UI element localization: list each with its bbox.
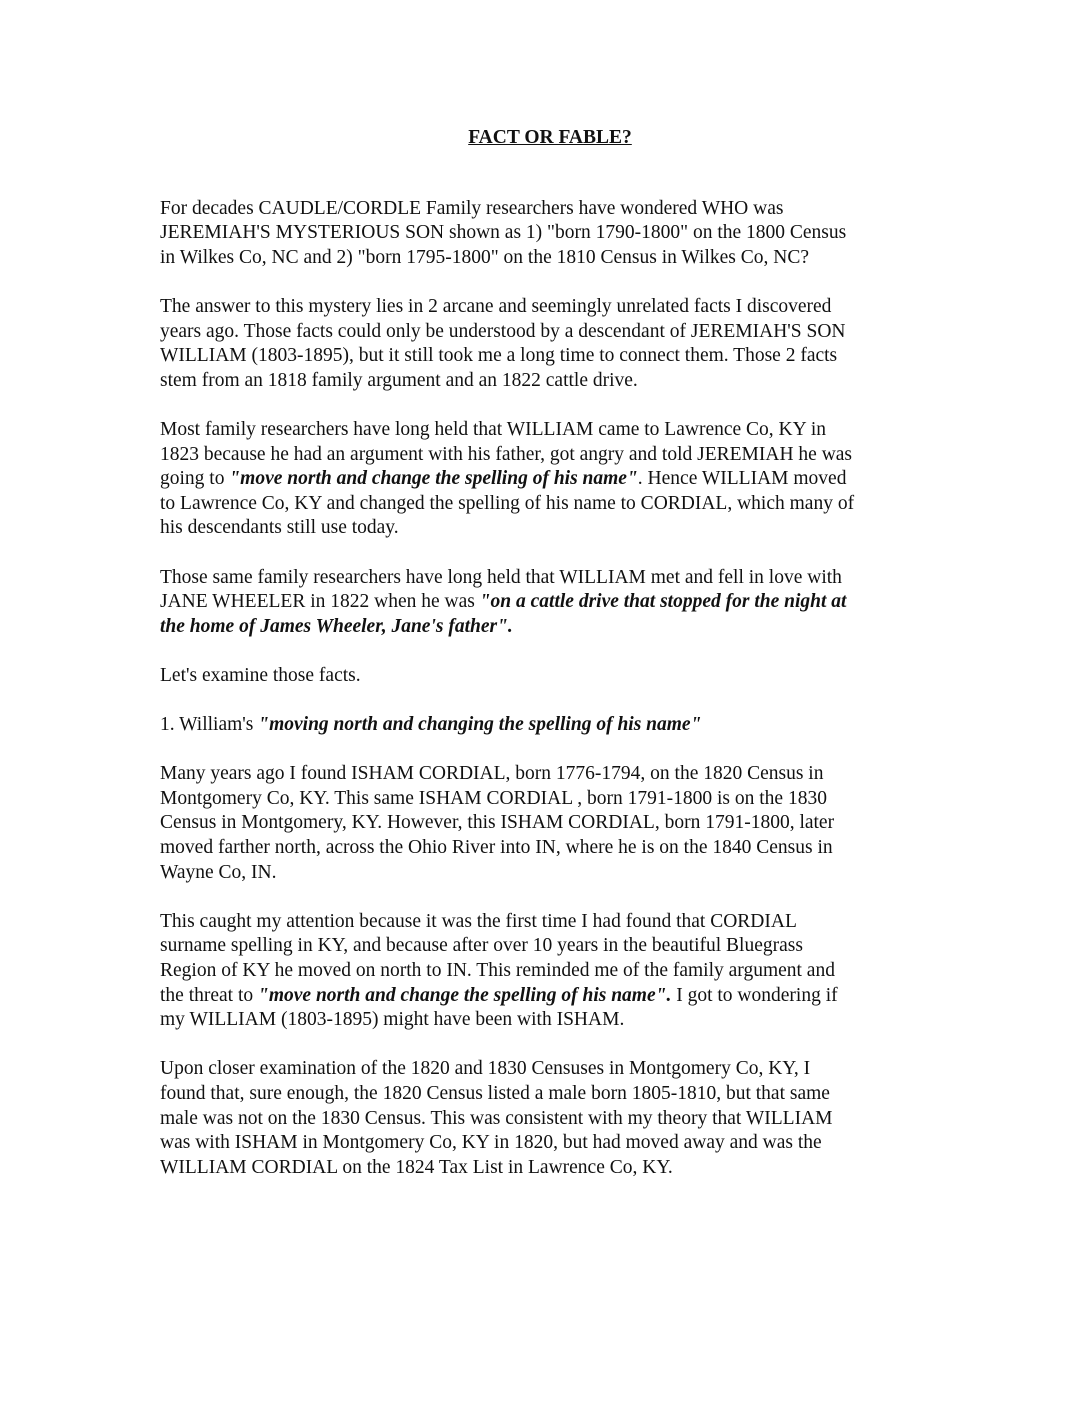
document-title: FACT OR FABLE? xyxy=(468,127,632,148)
text-run: going to xyxy=(160,468,230,490)
text-run: I got to wondering if xyxy=(671,984,838,1006)
text-run: the threat to xyxy=(160,984,259,1006)
paragraph-argument xyxy=(160,418,940,541)
paragraph-attention xyxy=(160,910,940,1033)
emphasized-quote: "on a cattle drive that stopped for the night at xyxy=(479,591,847,613)
text-line xyxy=(160,467,940,492)
text-line: was with ISHAM in Montgomery Co, KY in 1820, but had moved away and was the xyxy=(160,1132,822,1154)
text-line: Wayne Co, IN. xyxy=(160,861,277,883)
paragraph-intro xyxy=(160,197,940,271)
text-line: WILLIAM (1803-1895), but it still took me a long time to connect them. Those 2 facts xyxy=(160,345,838,367)
text-line xyxy=(160,984,940,1009)
text-line: For decades CAUDLE/CORDLE Family researchers have wondered WHO was xyxy=(160,197,784,219)
text-run: 1. William's xyxy=(160,714,259,736)
paragraph-cattle-drive xyxy=(160,566,940,640)
text-line: Census in Montgomery, KY. However, this ISHAM CORDIAL, born 1791-1800, later xyxy=(160,812,835,834)
section-heading-1 xyxy=(160,713,940,738)
text-run: . Hence WILLIAM moved xyxy=(637,468,847,490)
text-line: male was not on the 1830 Census. This was consistent with my theory that WILLIAM xyxy=(160,1107,833,1129)
text-run: JANE WHEELER in 1822 when he was xyxy=(160,591,480,613)
text-line: WILLIAM CORDIAL on the 1824 Tax List in Lawrence Co, KY. xyxy=(160,1156,673,1178)
emphasized-quote: "move north and change the spelling of his name" xyxy=(229,468,638,490)
text-line: moved farther north, across the Ohio River into IN, where he is on the 1840 Census in xyxy=(160,837,833,859)
text-line: Those same family researchers have long held that WILLIAM met and fell in love with xyxy=(160,566,842,588)
text-line: in Wilkes Co, NC and 2) "born 1795-1800" on the 1810 Census in Wilkes Co, NC? xyxy=(160,246,809,268)
document-body xyxy=(160,126,940,1205)
text-line: years ago. Those facts could only be understood by a descendant of JEREMIAH'S SON xyxy=(160,320,846,342)
emphasized-quote: the home of James Wheeler, Jane's father". xyxy=(160,615,513,637)
text-line: Many years ago I found ISHAM CORDIAL, born 1776-1794, on the 1820 Census in xyxy=(160,763,824,785)
emphasized-quote: "moving north and changing the spelling of his name" xyxy=(258,714,702,736)
text-line: 1823 because he had an argument with his father, got angry and told JEREMIAH he was xyxy=(160,443,853,465)
text-line xyxy=(160,713,940,738)
text-line: Most family researchers have long held that WILLIAM came to Lawrence Co, KY in xyxy=(160,418,827,440)
text-line: stem from an 1818 family argument and an 1822 cattle drive. xyxy=(160,369,638,391)
text-line: Upon closer examination of the 1820 and 1830 Censuses in Montgomery Co, KY, I xyxy=(160,1058,811,1080)
text-line: JEREMIAH'S MYSTERIOUS SON shown as 1) "born 1790-1800" on the 1800 Census xyxy=(160,222,847,244)
text-line: to Lawrence Co, KY and changed the spelling of his name to CORDIAL, which many of xyxy=(160,492,855,514)
text-line: my WILLIAM (1803-1895) might have been with ISHAM. xyxy=(160,1009,625,1031)
text-line: surname spelling in KY, and because after over 10 years in the beautiful Bluegrass xyxy=(160,935,803,957)
text-line xyxy=(160,590,940,615)
text-line: This caught my attention because it was the first time I had found that CORDIAL xyxy=(160,910,797,932)
paragraph-isham xyxy=(160,762,940,885)
text-line: Region of KY he moved on north to IN. This reminded me of the family argument and xyxy=(160,960,835,981)
emphasized-quote: "move north and change the spelling of his name". xyxy=(258,984,672,1006)
text-line: Montgomery Co, KY. This same ISHAM CORDIAL , born 1791-1800 is on the 1830 xyxy=(160,787,827,809)
text-line: his descendants still use today. xyxy=(160,517,399,539)
text-line: found that, sure enough, the 1820 Census listed a male born 1805-1810, but that same xyxy=(160,1082,830,1104)
paragraph-examination xyxy=(160,1057,940,1180)
paragraph-answer xyxy=(160,295,940,393)
text-line: The answer to this mystery lies in 2 arcane and seemingly unrelated facts I discovered xyxy=(160,295,832,317)
paragraph-examine: Let's examine those facts. xyxy=(160,664,361,686)
